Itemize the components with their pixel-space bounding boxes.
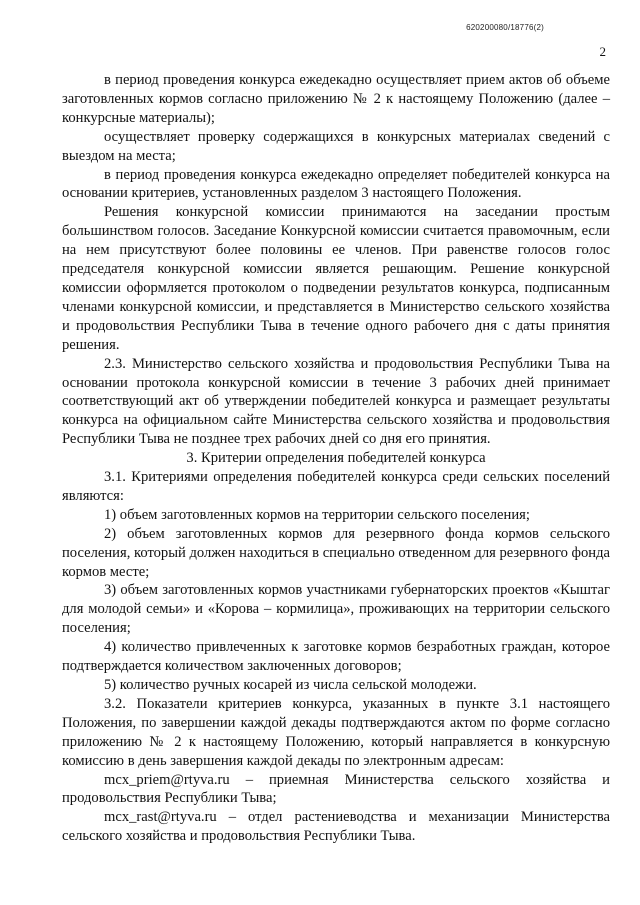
paragraph: в период проведения конкурса ежедекадно осуществляет прием актов об объеме заготовленных кормов согласно приложению № 2 к настоящему Положению (далее – конкурсные материалы);	[62, 72, 610, 126]
document-id: 620200080/18776(2)	[466, 23, 544, 32]
paragraph: 2.3. Министерство сельского хозяйства и продовольствия Республики Тыва на основании протокола конкурсной комиссии в течение 3 рабочих дней принимает соответствующий акт об утверждении победителей конкурса и размещает результаты конкурса на официальном сайте Министерства сельского хозяйства и продовольствия Республики Тыва не позднее трех рабочих дней со дня его принятия.	[62, 355, 610, 448]
criteria-item: 2) объем заготовленных кормов для резервного фонда кормов сельского поселения, который должен находиться в специально отведенном для резервного фонда кормов месте;	[62, 525, 610, 580]
criteria-item: 4) количество привлеченных к заготовке кормов безработных граждан, которое подтверждается количеством заключенных договоров;	[62, 639, 610, 675]
criteria-item: 5) количество ручных косарей из числа сельской молодежи.	[104, 677, 477, 693]
paragraph: 3.2. Показатели критериев конкурса, указанных в пункте 3.1 настоящего Положения, по завершении каждой декады подтверждаются актом по форме согласно приложению № 2 к настоящему Положению, который направляется в конкурсную комиссию в день завершения каждой декады по электронным адресам:	[62, 695, 610, 769]
email-address-item: mcx_priem@rtyva.ru – приемная Министерства сельского хозяйства и продовольствия Республики Тыва;	[62, 771, 610, 807]
paragraph: Решения конкурсной комиссии принимаются на заседании простым большинством голосов. Заседание Конкурсной комиссии считается правомочным, если на нем присутствуют более половины ее членов. При равенстве голосов голос председателя конкурсной комиссии является решающим. Решение конкурсной комиссии оформляется протоколом о подведении результатов конкурса, подписанным членами конкурсной комиссии, и представляется в Министерство сельского хозяйства и продовольствия Республики Тыва в течение одного рабочего дня с даты принятия решения.	[62, 204, 610, 353]
email-address-item: mcx_rast@rtyva.ru – отдел растениеводства и механизации Министерства сельского хозяйства и продовольствия Республики Тыва.	[62, 809, 610, 845]
page-number: 2	[599, 44, 606, 59]
paragraph: в период проведения конкурса ежедекадно определяет победителей конкурса на основании критериев, установленных разделом 3 настоящего Положения.	[62, 166, 610, 202]
document-body	[62, 71, 610, 846]
paragraph: 3.1. Критериями определения победителей конкурса среди сельских поселений являются:	[62, 469, 610, 504]
paragraph: осуществляет проверку содержащихся в конкурсных материалах сведений с выездом на места;	[62, 128, 610, 164]
criteria-item: 3) объем заготовленных кормов участниками губернаторских проектов «Кыштаг для молодой семьи» и «Корова – кормилица», проживающих на территории сельского поселения;	[62, 582, 610, 637]
section-heading: 3. Критерии определения победителей конкурса	[186, 450, 486, 467]
criteria-item: 1) объем заготовленных кормов на территории сельского поселения;	[104, 506, 530, 523]
